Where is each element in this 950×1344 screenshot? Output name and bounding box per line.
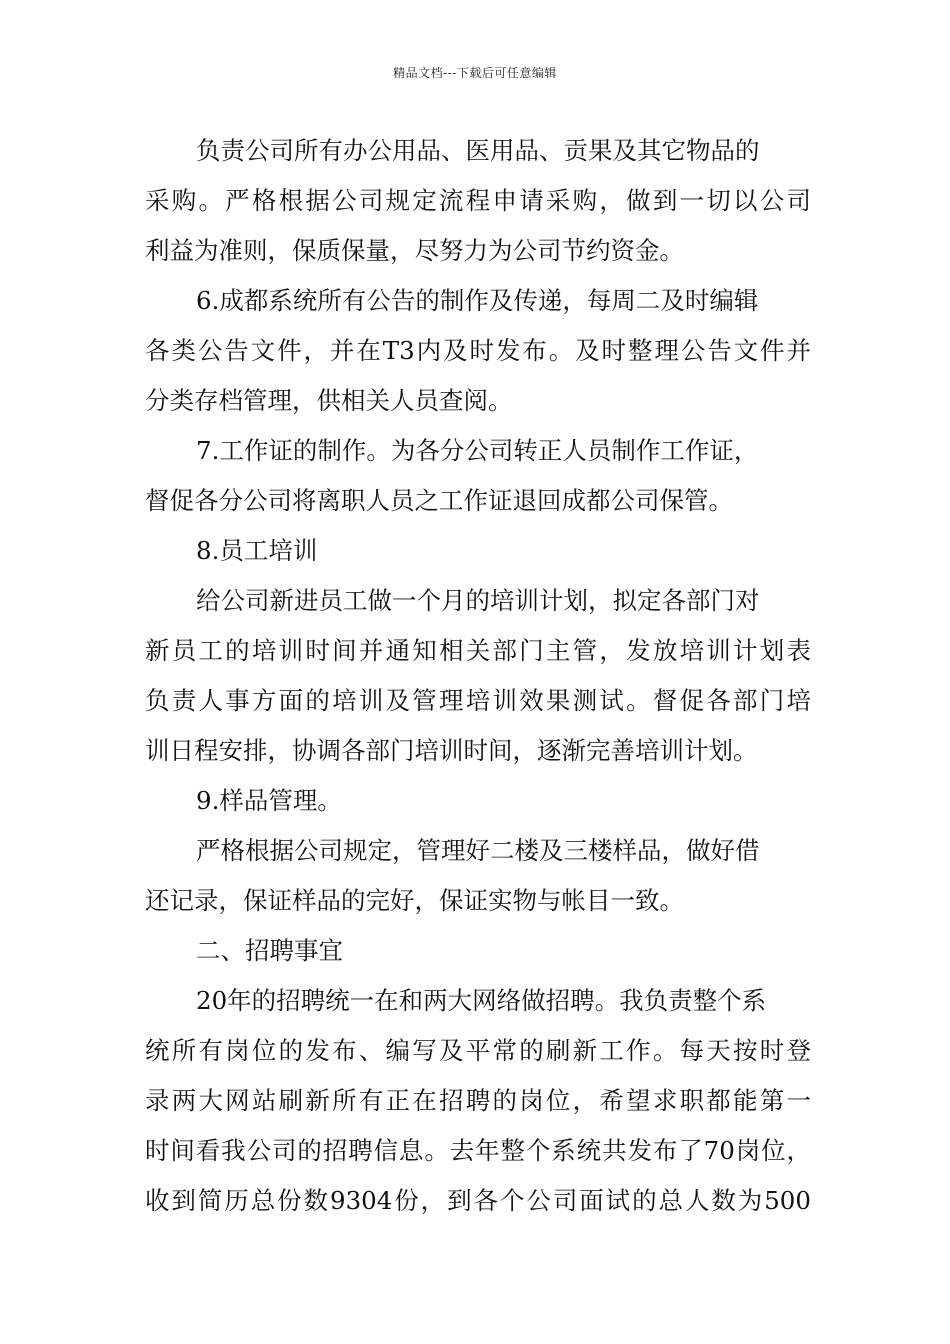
paragraph-line: 各类公告文件，并在T3内及时发布。及时整理公告文件并 xyxy=(145,336,811,365)
section-heading: 9.样品管理。 xyxy=(196,786,342,815)
section-heading: 8.员工培训 xyxy=(196,536,318,565)
paragraph-line: 统所有岗位的发布、编写及平常的刷新工作。每天按时登 xyxy=(145,1036,811,1065)
paragraph-line: 利益为准则，保质保量，尽努力为公司节约资金。 xyxy=(145,236,684,265)
paragraph-line: 时间看我公司的招聘信息。去年整个系统共发布了70岗位， xyxy=(145,1136,811,1165)
page-header: 精品文档---下载后可任意编辑 xyxy=(393,66,557,80)
paragraph-line: 训日程安排，协调各部门培训时间，逐渐完善培训计划。 xyxy=(145,736,758,765)
paragraph-line: 6.成都系统所有公告的制作及传递，每周二及时编辑 xyxy=(196,286,759,315)
paragraph-line: 还记录，保证样品的完好，保证实物与帐目一致。 xyxy=(145,886,684,915)
paragraph-line: 收到简历总份数9304份，到各个公司面试的总人数为500 xyxy=(145,1186,811,1215)
paragraph-line: 采购。严格根据公司规定流程申请采购，做到一切以公司 xyxy=(145,186,811,215)
paragraph-line: 分类存档管理，供相关人员查阅。 xyxy=(145,386,513,415)
paragraph-line: 新员工的培训时间并通知相关部门主管，发放培训计划表 xyxy=(145,636,811,665)
paragraph-line: 录两大网站刷新所有正在招聘的岗位，希望求职都能第一 xyxy=(145,1086,811,1115)
document-body xyxy=(145,126,811,1226)
paragraph-line: 给公司新进员工做一个月的培训计划，拟定各部门对 xyxy=(196,586,760,615)
paragraph-line: 负责人事方面的培训及管理培训效果测试。督促各部门培 xyxy=(145,686,811,715)
paragraph-line: 7.工作证的制作。为各分公司转正人员制作工作证， xyxy=(196,436,759,465)
paragraph-line: 严格根据公司规定，管理好二楼及三楼样品，做好借 xyxy=(196,836,760,865)
section-heading: 二、招聘事宜 xyxy=(196,936,343,965)
paragraph-line: 督促各分公司将离职人员之工作证退回成都公司保管。 xyxy=(145,486,733,515)
paragraph-line: 负责公司所有办公用品、医用品、贡果及其它物品的 xyxy=(196,136,760,165)
paragraph-line: 20年的招聘统一在和两大网络做招聘。我负责整个系 xyxy=(196,986,767,1015)
